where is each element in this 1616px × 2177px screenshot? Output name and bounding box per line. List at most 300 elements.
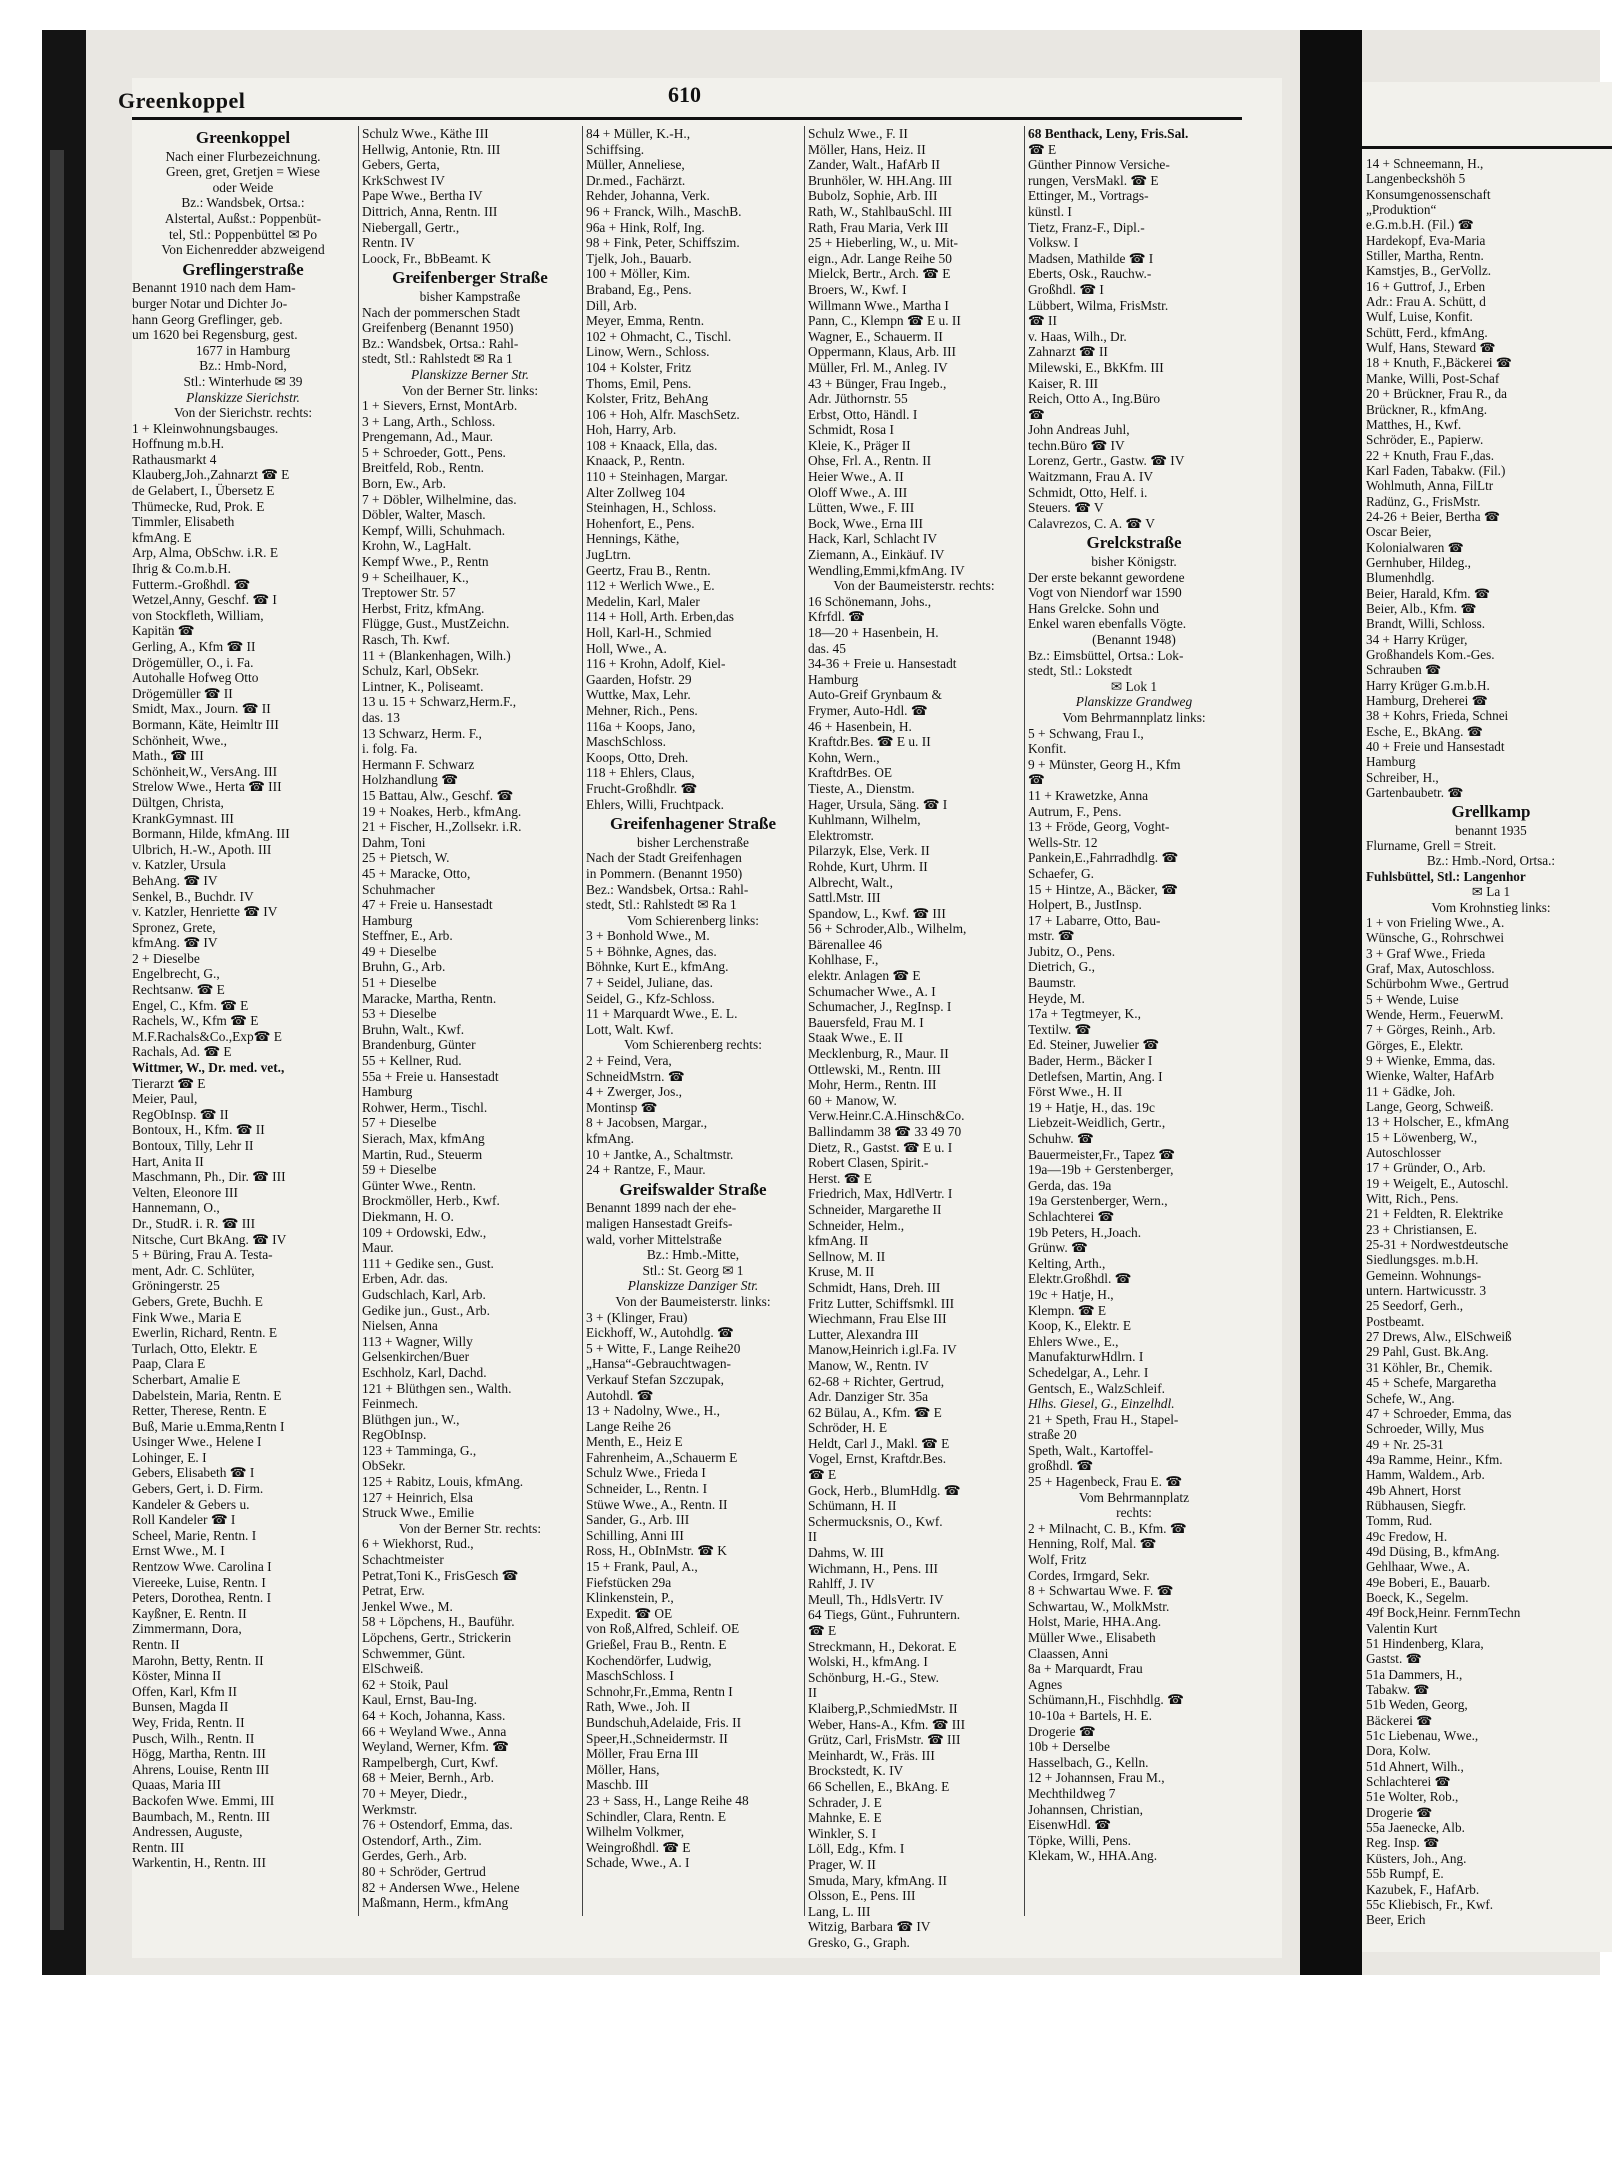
directory-line: Wolski, H., kfmAng. I [808,1654,928,1670]
directory-line: 55a + Freie u. Hansestadt [362,1068,499,1084]
directory-line: v. Katzler, Henriette ☎ IV [132,904,278,920]
directory-line: Müller, Frl. M., Anleg. IV [808,359,948,375]
directory-line: Ewerlin, Richard, Rentn. E [132,1325,278,1341]
directory-line: Meull, Th., HdlsVertr. IV [808,1591,944,1607]
directory-line: Beer, Erich [1366,1912,1426,1928]
directory-line: Adr. Danziger Str. 35a [808,1389,929,1405]
directory-line: 55b Rumpf, E. [1366,1866,1444,1882]
column-divider [804,126,805,1916]
directory-line: 2 + Feind, Vera, [586,1053,672,1069]
directory-line: Zander, Walt., HafArb II [808,157,940,173]
directory-line: EisenwHdl. ☎ [1028,1817,1111,1833]
directory-line: 112 + Werlich Wwe., E. [586,578,715,594]
directory-line: Tietz, Franz-F., Dipl.- [1028,219,1145,235]
directory-line: elektr. Anlagen ☎ E [808,968,921,984]
directory-line: Rachals, Ad. ☎ E [132,1044,232,1060]
directory-line: Schlachterei ☎ [1366,1774,1451,1790]
directory-line: 66 + Weyland Wwe., Anna [362,1723,507,1739]
directory-line: Schwartau, W., MolkMstr. [1028,1598,1170,1614]
directory-line: 70 + Meyer, Diedr., [362,1785,468,1801]
directory-line: RegObInsp. ☎ II [132,1106,229,1122]
directory-line: 55a Jaenecke, Alb. [1366,1820,1465,1836]
directory-line: 27 Drews, Alw., ElSchweiß [1366,1329,1512,1345]
directory-line: Usinger Wwe., Helene I [132,1434,262,1450]
directory-line: Möller, Hans, Heiz. II [808,141,926,157]
directory-column-5 [1028,126,1240,1926]
directory-line: Petrat,Toni K., FrisGesch ☎ [362,1567,519,1583]
directory-line: „Produktion“ [1366,202,1437,218]
directory-line: Hoh, Harry, Arb. [586,422,677,438]
directory-line: Menth, E., Heiz E [586,1434,683,1450]
directory-line: rechts: [1116,1505,1152,1521]
directory-line: von Roß,Alfred, Schleif. OE [586,1621,740,1637]
directory-line: 51e Wolter, Rob., [1366,1789,1459,1805]
directory-line: Henning, Rolf, Mal. ☎ [1028,1536,1157,1552]
directory-line: stedt, Stl.: Lokstedt [1028,663,1133,679]
directory-line: Dültgen, Christa, [132,794,224,810]
directory-line: Quaas, Maria III [132,1777,221,1793]
directory-line: Schneider, Margarethe II [808,1201,942,1217]
directory-line: Vom Krohnstieg links: [1431,899,1551,915]
directory-line: 125 + Rabitz, Louis, kfmAng. [362,1474,524,1490]
directory-line: Kempf, Willi, Schuhmach. [362,522,506,538]
directory-line: Montinsp ☎ [586,1099,658,1115]
directory-line: Bontoux, H., Kfm. ☎ II [132,1122,265,1138]
directory-line: Kandeler & Gebers u. [132,1496,250,1512]
directory-line: Bz.: Wandsbek, Ortsa.: [181,195,305,211]
directory-line: Hohenfort, E., Pens. [586,515,695,531]
directory-line: Drögemüller, O., i. Fa. [132,654,254,670]
directory-line: Maur. [362,1240,394,1256]
directory-line: Langenbeckshöh 5 [1366,171,1466,187]
header-rule [132,117,1242,120]
directory-line: Hamburg [362,912,413,928]
directory-line: Friedrich, Max, HdlVertr. I [808,1186,953,1202]
directory-line: 24-26 + Beier, Bertha ☎ [1366,508,1501,524]
directory-line: Brockstedt, K. IV [808,1763,904,1779]
directory-line: Schütt, Ferd., kfmAng. [1366,324,1488,340]
directory-line: 19 + Noakes, Herb., kfmAng. [362,803,522,819]
directory-line: Schade, Wwe., A. I [586,1855,690,1871]
directory-column-2 [362,126,578,1926]
directory-line: 56 + Schroder,Alb., Wilhelm, [808,921,967,937]
directory-line: Planskizze Berner Str. [411,366,529,382]
directory-line: Weingroßhdl. ☎ E [586,1839,691,1855]
directory-line: Fritz Lutter, Schiffsmkl. III [808,1295,955,1311]
directory-line: Schuhmacher [362,881,435,897]
directory-line: SchneidMstrn. ☎ [586,1068,685,1084]
directory-line: 62-68 + Richter, Gertrud, [808,1373,945,1389]
directory-line: bisher Kampstraße [419,288,521,304]
directory-line: KrkSchwest IV [362,172,445,188]
directory-line: Ehlers, Willi, Fruchtpack. [586,796,724,812]
directory-line: 3 + Graf Wwe., Frieda [1366,945,1486,961]
directory-line: 43 + Bünger, Frau Ingeb., [808,375,947,391]
directory-line: 13 Schwarz, Herm. F., [362,725,482,741]
directory-line: 121 + Blüthgen sen., Walth. [362,1380,512,1396]
directory-line: 25-31 + Nordwestdeutsche [1366,1237,1509,1253]
directory-line: Werkmstr. [362,1801,418,1817]
directory-line: 49 + Nr. 25-31 [1366,1436,1444,1452]
directory-line: 113 + Wagner, Willy [362,1333,473,1349]
directory-line: Engelbrecht, G., [132,966,220,982]
directory-line: Maracke, Martha, Rentn. [362,990,497,1006]
directory-line: Rahlff, J. IV [808,1576,875,1592]
directory-line: Schümann,H., Fischhdlg. ☎ [1028,1692,1184,1708]
directory-line: Dr., StudR. i. R. ☎ III [132,1215,256,1231]
directory-line: Beier, Harald, Kfm. ☎ [1366,585,1491,601]
directory-line: Geertz, Frau B., Rentn. [586,562,711,578]
directory-line: Wetzel,Anny, Geschf. ☎ I [132,592,277,608]
directory-line: Bormann, Käte, Heimltr III [132,716,279,732]
directory-line: großhdl. ☎ [1028,1458,1094,1474]
directory-line: Lott, Walt. Kwf. [586,1021,674,1037]
directory-line: Alter Zollweg 104 [586,484,685,500]
directory-line: 38 + Kohrs, Frieda, Schnei [1366,708,1509,724]
street-heading: Greifswalder Straße [619,1179,767,1199]
directory-line: Diekmann, H. O. [362,1208,454,1224]
directory-line: Lütten, Wwe., F. III [808,500,915,516]
directory-line: Holl, Wwe., A. [586,640,667,656]
directory-line: Olsson, E., Pens. III [808,1888,916,1904]
directory-line: Hamburg [362,1084,413,1100]
directory-line: 53 + Dieselbe [362,1006,437,1022]
directory-line: Tieste, A., Dienstm. [808,780,915,796]
directory-line: ObSekr. [362,1458,406,1474]
directory-line: Pankein,E.,Fahrradhdlg. ☎ [1028,850,1179,866]
directory-line: 51b Weden, Georg, [1366,1697,1468,1713]
directory-line: Oscar Beier, [1366,524,1432,540]
directory-line: Günther Pinnow Versiche- [1028,157,1170,173]
directory-line: Scherbart, Amalie E [132,1371,241,1387]
directory-line: Schwemmer, Günt. [362,1645,466,1661]
directory-line: Adr.: Frau A. Schütt, d [1366,294,1486,310]
directory-line: Heldt, Carl J., Makl. ☎ E [808,1435,950,1451]
directory-line: das. 45 [808,640,846,656]
directory-line: Volksw. I [1028,235,1079,251]
directory-line: Herst. ☎ E [808,1170,872,1186]
directory-line: Müller, Anneliese, [586,157,685,173]
directory-line: Brunhöler, W. HH.Ang. III [808,172,953,188]
directory-line: 16 + Guttrof, J., Erben [1366,278,1486,294]
directory-line: Futterm.-Großhdl. ☎ [132,576,251,592]
directory-line: 8 + Schwartau Wwe. F. ☎ [1028,1583,1174,1599]
directory-line: ElSchweiß. [362,1661,424,1677]
directory-line: Bunsen, Magda II [132,1699,229,1715]
directory-line: Hart, Anita II [132,1153,204,1169]
directory-line: Beier, Alb., Kfm. ☎ [1366,600,1477,616]
directory-line: 24 + Rantze, F., Maur. [586,1162,706,1178]
street-heading: Greflingerstraße [182,259,304,279]
directory-line: Gresko, G., Graph. [808,1934,910,1950]
directory-line: 5 + Witte, F., Lange Reihe20 [586,1340,741,1356]
directory-line: Möller, Frau Erna III [586,1746,699,1762]
directory-line: Kochendörfer, Ludwig, [586,1652,712,1668]
directory-line: Wells-Str. 12 [1028,834,1098,850]
directory-line: Buß, Marie u.Emma,Rentn I [132,1418,285,1434]
directory-line: Postbeamt. [1366,1313,1425,1329]
directory-line: Heyde, M. [1028,990,1085,1006]
directory-line: 16 Schönemann, Johs., [808,593,932,609]
directory-line: Streckmann, H., Dekorat. E [808,1638,957,1654]
directory-line: Lintner, K., Poliseamt. [362,678,484,694]
directory-line: Schmidt, Rosa I [808,422,894,438]
directory-line: 45 + Schefe, Margaretha [1366,1375,1497,1391]
directory-line: 49b Ahnert, Horst [1366,1482,1461,1498]
directory-line: Eberts, Osk., Rauchw.- [1028,266,1152,282]
directory-line: Math., ☎ III [132,748,204,764]
directory-line: II [808,1685,817,1701]
directory-line: John Andreas Juhl, [1028,422,1130,438]
directory-line: Ehlers Wwe., E., [1028,1333,1119,1349]
directory-line: Knaack, P., Rentn. [586,453,685,469]
next-page-fragment [1362,82,1612,1952]
directory-line: Hasselbach, G., Kelln. [1028,1754,1149,1770]
directory-line: ✉ La 1 [1471,884,1511,900]
directory-line: Green, gret, Gretjen = Wiese [166,164,320,180]
directory-line: kfmAng. II [808,1233,869,1249]
directory-column-6 [1366,156,1616,2006]
directory-line: Willmann Wwe., Martha I [808,297,949,313]
directory-line: Dabelstein, Maria, Rentn. E [132,1387,282,1403]
directory-line: 51a Dammers, H., [1366,1666,1463,1682]
directory-line: Dittrich, Anna, Rentn. III [362,203,498,219]
directory-line: 17 + Gründer, O., Arb. [1366,1160,1486,1176]
directory-line: Adr. Jüthornstr. 55 [808,391,908,407]
directory-line: Vom Behrmannplatz links: [1062,709,1206,725]
directory-line: 55c Kliebisch, Fr., Kwf. [1366,1896,1494,1912]
directory-line: Löpchens, Gertr., Strickerin [362,1630,512,1645]
directory-line: 15 + Hintze, A., Bäcker, ☎ [1028,881,1178,897]
directory-line: Von der Baumeisterstr. rechts: [833,578,995,594]
directory-line: ☎ [1028,406,1045,422]
directory-line: Sellnow, M. II [808,1248,886,1264]
directory-line: Schulz Wwe., Käthe III [362,126,489,141]
directory-line: tel, Stl.: Poppenbüttel ✉ Po [168,226,318,242]
directory-line: Vom Schierenberg links: [627,912,759,928]
directory-line: 96 + Franck, Wilh., MaschB. [586,203,742,219]
directory-line: 19 + Weigelt, E., Autoschl. [1366,1175,1509,1191]
directory-line: 5 + Schroeder, Gott., Pens. [362,444,506,460]
directory-line: 8a + Marquardt, Frau [1028,1661,1143,1677]
directory-line: Treptower Str. 57 [362,585,456,601]
directory-line: 110 + Steinhagen, Margar. [586,469,728,485]
directory-line: kfmAng. ☎ IV [132,935,218,951]
directory-line: Gebers, Gerta, [362,157,440,173]
directory-line: Flurname, Grell = Streit. [1366,838,1497,854]
directory-line: Engel, C., Kfm. ☎ E [132,997,249,1013]
directory-line: Schermucksnis, O., Kwf. [808,1513,943,1529]
directory-line: Brandenburg, Günter [362,1037,476,1053]
directory-line: 62 + Stoik, Paul [362,1676,449,1692]
directory-line: stedt, Stl.: Rahlstedt ✉ Ra 1 [586,897,737,913]
directory-line: Först Wwe., H. II [1028,1084,1123,1100]
directory-column-4 [808,126,1020,1950]
directory-line: Backofen Wwe. Emmi, III [132,1792,275,1808]
directory-line: Schmidt, Otto, Helf. i. [1028,484,1148,500]
directory-line: Hardekopf, Eva-Maria [1366,232,1486,248]
directory-line: Frymer, Auto-Hdl. ☎ [808,702,928,718]
directory-line: Auto-Greif Grynbaum & [808,687,942,703]
directory-line: 19b Peters, H.,Joach. [1028,1224,1142,1240]
directory-line: Kohn, Wern., [808,749,880,765]
directory-line: 20 + Brückner, Frau R., da [1366,386,1507,402]
directory-column-3 [586,126,800,1926]
directory-column-1 [132,126,354,1926]
directory-line: 19 + Hatje, H., das. 19c [1028,1099,1155,1115]
directory-line: 25 Seedorf, Gerh., [1366,1298,1464,1314]
directory-line: maligen Hansestadt Greifs- [586,1215,733,1231]
directory-line: 49e Boberi, E., Bauarb. [1366,1574,1491,1590]
directory-line: 1 + von Frieling Wwe., A. [1366,914,1505,930]
directory-line: Brandt, Willi, Schloss. [1366,616,1486,632]
directory-line: Wende, Herm., FeuerwM. [1366,1006,1504,1022]
directory-line: Autoschlosser [1366,1145,1441,1160]
directory-line: ment, Adr. C. Schlüter, [132,1262,255,1278]
directory-line: Niebergall, Gertr., [362,219,460,235]
directory-line: techn.Büro ☎ IV [1028,437,1125,453]
directory-line: Broers, W., Kwf. I [808,281,907,297]
directory-line: Vom Schierenberg rechts: [624,1037,762,1053]
directory-line: Hamm, Waldem., Arb. [1366,1467,1485,1483]
directory-line: ☎ E [808,1623,837,1638]
directory-line: untern. Hartwicusstr. 3 [1366,1283,1487,1299]
directory-line: Hoffnung m.b.H. [132,436,224,452]
directory-line: stedt, Stl.: Rahlstedt ✉ Ra 1 [362,351,513,367]
directory-line: Stl.: Winterhude ✉ 39 [183,373,303,389]
directory-line: Grünw. ☎ [1028,1240,1088,1256]
directory-line: Tjelk, Joh., Bauarb. [586,250,692,266]
directory-line: Schuhw. ☎ [1028,1131,1094,1146]
directory-line: Erben, Adr. das. [362,1271,448,1287]
directory-line: Mehner, Rich., Pens. [586,702,698,718]
directory-line: Bock, Wwe., Erna III [808,515,924,531]
directory-line: 12 + Johannsen, Frau M., [1028,1770,1165,1786]
directory-line: Gernhuber, Hildeg., [1366,554,1471,570]
directory-line: Hermann F. Schwarz [362,756,475,772]
directory-line: Verw.Heinr.C.A.Hinsch&Co. [808,1108,965,1124]
directory-line: 13 + Nadolny, Wwe., H., [586,1403,720,1419]
directory-line: Schilling, Anni III [586,1527,684,1543]
directory-line: Kolonialwaren ☎ [1366,539,1465,555]
directory-line: Calavrezos, C. A. ☎ V [1028,515,1155,531]
directory-line: Schönburg, H.-G., Stew. [808,1669,939,1685]
street-heading: Greifenhagener Straße [609,814,777,834]
directory-line: Brückner, R., kfmAng. [1366,401,1488,417]
directory-line: Winkler, S. I [808,1825,877,1841]
directory-line: Rechtsanw. ☎ E [132,982,225,998]
street-heading: Greifenberger Straße [392,268,548,288]
directory-line: Flügge, Gust., MustZeichn. [362,616,510,632]
directory-line: Petrat, Erw. [362,1583,425,1599]
directory-line: Warkentin, H., Rentn. III [132,1855,266,1871]
directory-line: Breitfeld, Rob., Rentn. [362,460,484,476]
directory-line: 25 + Pietsch, W. [362,850,450,866]
running-header-street: Greenkoppel [118,88,246,113]
directory-line: Günter Wwe., Rentn. [362,1177,476,1193]
book-binding-shadow [42,30,86,1975]
directory-line: Wuttke, Max, Lehr. [586,687,691,703]
directory-line: Wey, Frida, Rentn. II [132,1714,245,1730]
directory-line: 104 + Kolster, Fritz [586,359,692,375]
directory-line: Schümann, H. II [808,1498,897,1514]
directory-line: 111 + Gedike sen., Gust. [362,1255,494,1271]
directory-line: 31 Köhler, Br., Chemik. [1366,1359,1493,1375]
directory-line: Paap, Clara E [132,1356,206,1372]
directory-line: mstr. ☎ [1028,928,1075,944]
directory-line: Speth, Walt., Kartoffel- [1028,1442,1154,1458]
directory-line: Ed. Steiner, Juwelier ☎ [1028,1037,1160,1053]
directory-line: 9 + Wienke, Emma, das. [1366,1052,1496,1068]
directory-line: Klinkenstein, P., [586,1590,674,1606]
directory-line: 68 + Meier, Bernh., Arb. [362,1770,494,1786]
directory-line: Planskizze Sierichstr. [186,389,300,405]
directory-line: Kempf Wwe., P., Rentn [362,554,489,570]
directory-line: Wittmer, W., Dr. med. vet., [132,1060,285,1076]
directory-line: 98 + Fink, Peter, Schiffszim. [586,235,740,251]
directory-line: burger Notar und Dichter Jo- [132,295,288,311]
directory-line: 4 + Zwerger, Jos., [586,1084,683,1100]
directory-line: Konfit. [1028,741,1067,757]
directory-line: Rübhausen, Siegfr. [1366,1497,1466,1513]
directory-line: 118 + Ehlers, Claus, [586,765,695,781]
directory-line: Töpke, Willi, Pens. [1028,1832,1131,1848]
directory-line: 15 + Frank, Paul, A., [586,1559,698,1575]
directory-line: Rampelbergh, Curt, Kwf. [362,1754,499,1770]
directory-line: Müller Wwe., Elisabeth [1028,1630,1156,1645]
directory-line: Medelin, Karl, Maler [586,593,700,609]
directory-line: ☎ E [1028,141,1057,157]
street-heading: Grellkamp [1451,802,1531,822]
directory-line: rungen, VersMakl. ☎ E [1028,172,1159,188]
directory-line: 21 + Speth, Frau H., Stapel- [1028,1411,1179,1427]
directory-line: Sierach, Max, kfmAng [362,1131,485,1146]
directory-line: Küsters, Joh., Ang. [1366,1850,1467,1866]
directory-line: 11 + (Blankenhagen, Wilh.) [362,647,511,663]
directory-line: 3 + (Klinger, Frau) [586,1309,688,1325]
directory-line: i. folg. Fa. [362,741,418,757]
directory-line: Ballindamm 38 ☎ 33 49 70 [808,1124,962,1139]
directory-line: Struck Wwe., Emilie [362,1505,475,1521]
directory-line: Hlhs. Giesel, G., Einzelhdl. [1028,1396,1175,1412]
directory-line: Reg. Insp. ☎ [1366,1835,1440,1851]
directory-line: Hamburg [1366,754,1416,770]
directory-line: Pann, C., Klempn ☎ E u. II [808,313,961,329]
directory-line: Baumstr. [1028,975,1076,991]
directory-line: Kuhlmann, Wilhelm, [808,812,921,828]
directory-line: Herbst, Fritz, kfmAng. [362,600,485,616]
directory-line: ☎ II [1028,313,1057,329]
directory-line: Von der Berner Str. links: [401,382,539,398]
page-number: 610 [668,82,701,107]
directory-line: M.F.Rachals&Co.,Exp☎ E [132,1028,282,1044]
directory-line: Rasch, Th. Kwf. [362,632,450,647]
directory-line: 1677 in Hamburg [195,342,291,358]
directory-line: 62 Bülau, A., Kfm. ☎ E [808,1404,942,1420]
directory-line: Koops, Otto, Dreh. [586,749,689,765]
directory-line: Stl.: St. Georg ✉ 1 [642,1262,744,1278]
directory-line: Robert Clasen, Spirit.- [808,1155,929,1171]
directory-line: 19a—19b + Gerstenberger, [1028,1162,1174,1178]
directory-line: Schumacher, J., RegInsp. I [808,999,952,1015]
column-divider [582,126,583,1916]
directory-line: Seidel, G., Kfz-Schloss. [586,990,715,1006]
directory-line: 100 + Möller, Kim. [586,266,691,282]
directory-line: Gebers, Grete, Buchh. E [132,1293,263,1309]
directory-line: Rohde, Kurt, Uhrm. II [808,858,928,874]
directory-line: 7 + Görges, Reinh., Arb. [1366,1022,1496,1038]
directory-line: Ostendorf, Arth., Zim. [362,1832,482,1848]
